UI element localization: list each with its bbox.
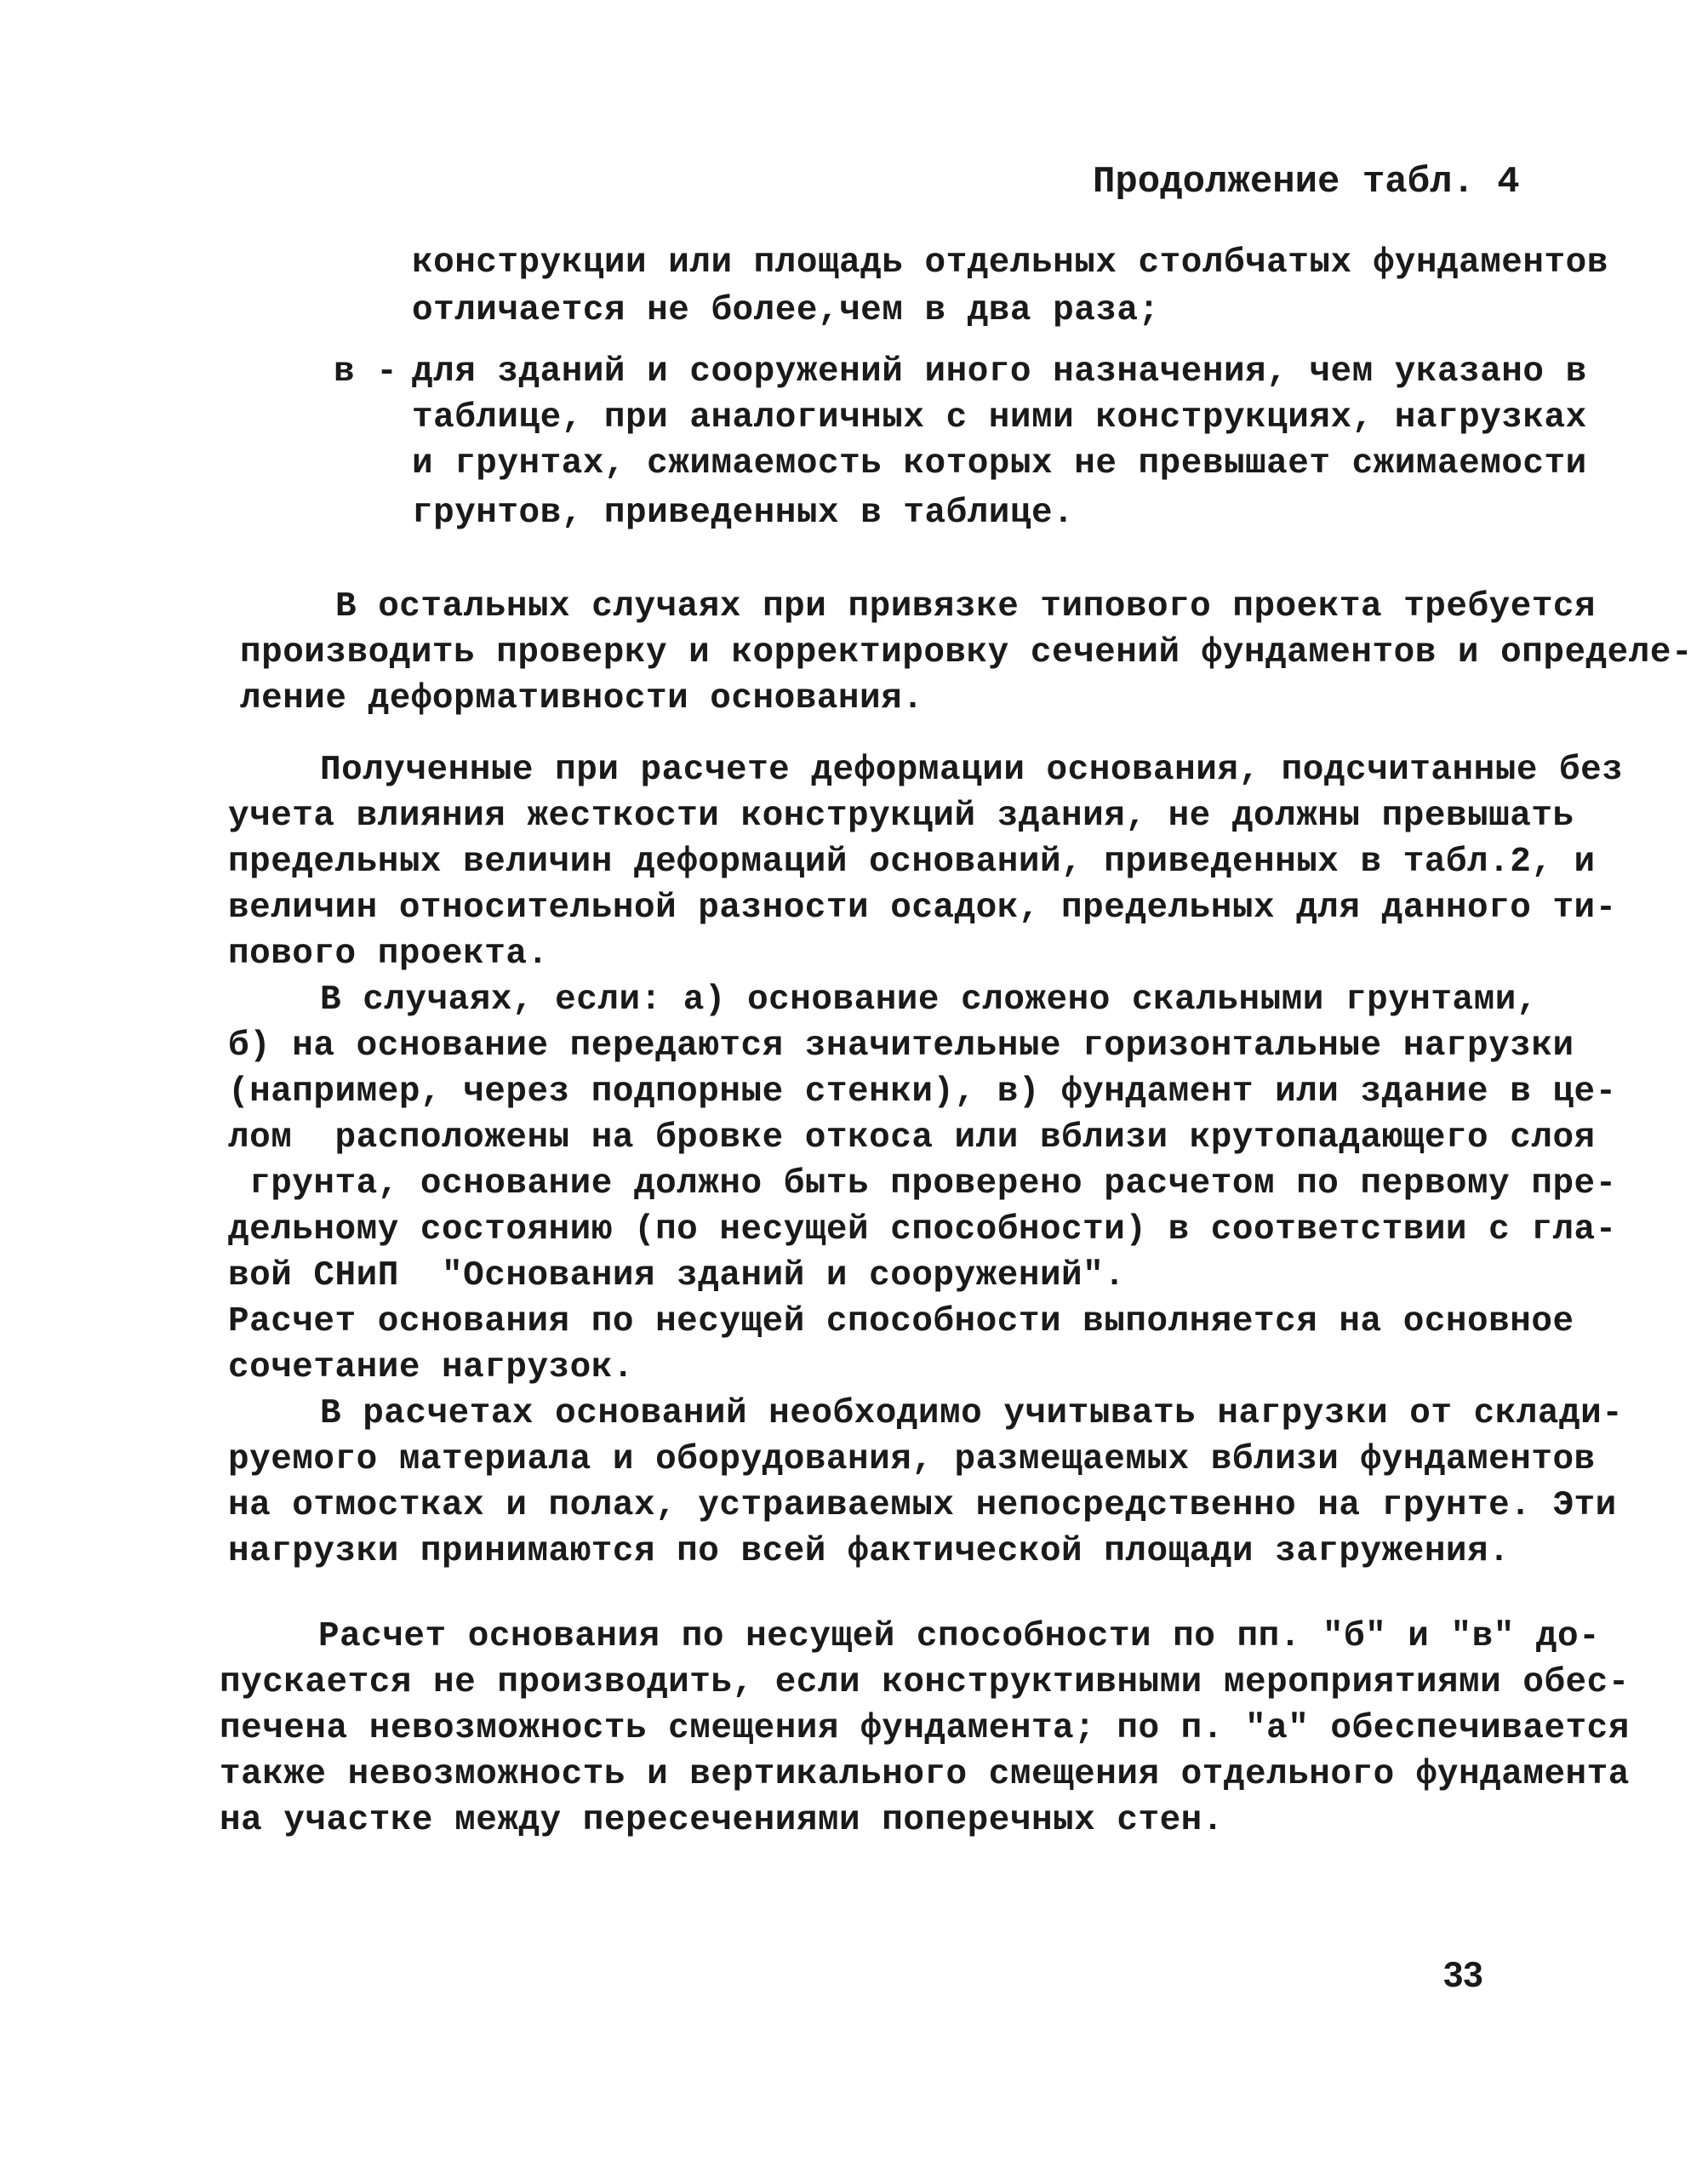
paragraph-1-line: В остальных случаях при привязке типового проекта требуется: [335, 587, 1597, 626]
paragraph-3-line: лом расположены на бровке откоса или вблизи крутопадающего слоя: [228, 1118, 1596, 1158]
page-number: 33: [1443, 1954, 1483, 1994]
list-item-v-line: таблице, при аналогичных с ними конструкциях, нагрузках: [412, 398, 1587, 437]
list-item-b-line: конструкции или площадь отдельных столбчатых фундаментов: [412, 243, 1608, 283]
list-item-v-line: грунтов, приведенных в таблице.: [412, 494, 1075, 533]
paragraph-5-line: пускается не производить, если конструктивными мероприятиями обес-: [220, 1663, 1630, 1702]
paragraph-3-line: В случаях, если: а) основание сложено скальными грунтами,: [320, 980, 1538, 1020]
paragraph-5-line: печена невозможность смещения фундамента; по п. "а" обеспечивается: [220, 1709, 1630, 1748]
paragraph-3-line: дельному состоянию (по несущей способности) в соответствии с гла-: [228, 1210, 1617, 1249]
list-item-v-marker: в -: [334, 352, 398, 392]
paragraph-2-line: учета влияния жесткости конструкций здания, не должны превышать: [228, 797, 1574, 836]
paragraph-1-line: ление деформативности основания.: [240, 679, 924, 718]
table-continuation-header: Продолжение табл. 4: [1093, 161, 1520, 203]
paragraph-5-line: Расчет основания по несущей способности по пп. "б" и "в" до-: [318, 1617, 1601, 1656]
paragraph-2-line: предельных величин деформаций оснований, приведенных в табл.2, и: [228, 843, 1596, 882]
paragraph-2-line: пового проекта.: [228, 935, 549, 974]
paragraph-3-line: грунта, основание должно быть проверено расчетом по первому пре-: [228, 1164, 1617, 1203]
paragraph-4-line: на отмостках и полах, устраиваемых непосредственно на грунте. Эти: [228, 1486, 1617, 1525]
list-item-v-line: для зданий и сооружений иного назначения, чем указано в: [412, 352, 1587, 392]
paragraph-3-line: сочетание нагрузок.: [228, 1348, 634, 1387]
paragraph-4-line: В расчетах оснований необходимо учитывать нагрузки от склади-: [320, 1394, 1624, 1433]
paragraph-4-line: нагрузки принимаются по всей фактической площади загружения.: [228, 1532, 1511, 1571]
paragraph-3-line: б) на основание передаются значительные горизонтальные нагрузки: [228, 1026, 1574, 1066]
list-item-v-line: и грунтах, сжимаемость которых не превышает сжимаемости: [412, 444, 1587, 483]
paragraph-2-line: величин относительной разности осадок, предельных для данного ти-: [228, 889, 1617, 928]
paragraph-5-line: на участке между пересечениями поперечных стен.: [220, 1801, 1224, 1840]
paragraph-3-line: вой СНиП "Основания зданий и сооружений".: [228, 1256, 1126, 1295]
paragraph-3-line: Расчет основания по несущей способности выполняется на основное: [228, 1302, 1574, 1341]
paragraph-4-line: руемого материала и оборудования, размещаемых вблизи фундаментов: [228, 1440, 1596, 1479]
paragraph-5-line: также невозможность и вертикального смещения отдельного фундамента: [220, 1755, 1630, 1794]
paragraph-3-line: (например, через подпорные стенки), в) фундамент или здание в це-: [228, 1072, 1617, 1112]
paragraph-2-line: Полученные при расчете деформации основания, подсчитанные без: [320, 751, 1624, 790]
list-item-b-line: отличается не более,чем в два раза;: [412, 291, 1160, 330]
paragraph-1-line: производить проверку и корректировку сечений фундаментов и определе-: [240, 633, 1694, 672]
